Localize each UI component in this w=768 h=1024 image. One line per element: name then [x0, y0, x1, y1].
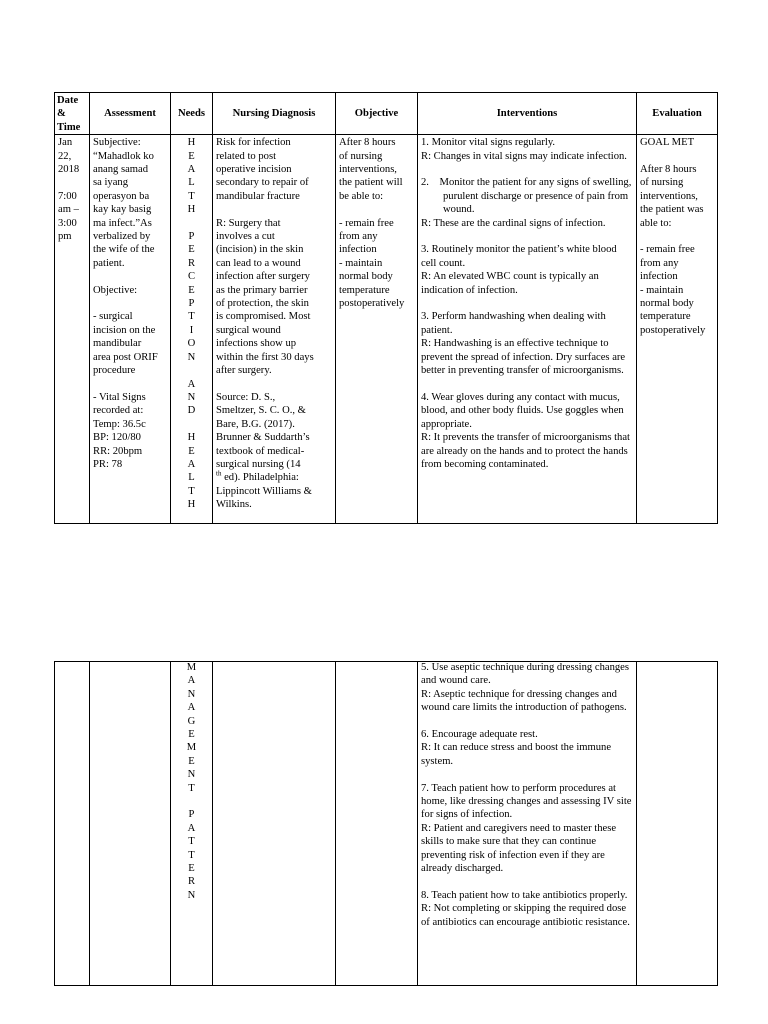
needs-letter: A: [187, 675, 196, 687]
intervention-text: Monitor the patient for any signs of swelling, purulent discharge or presence of pain from wound.: [439, 177, 632, 216]
text-line: kay kay basig: [93, 204, 152, 216]
intervention-rationale: R: It can reduce stress and boost the immune system.: [421, 742, 612, 767]
needs-letter: T: [188, 849, 195, 861]
text-line: textbook of medical-: [216, 445, 305, 457]
intervention-rationale: R: Not completing or skipping the required dose of antibiotics can encourage antibiotic resistance.: [421, 903, 630, 928]
text-line: RR: 20bpm: [93, 445, 143, 457]
text-line: - maintain: [339, 257, 383, 269]
text-line: Smeltzer, S. C. O., &: [216, 405, 306, 417]
text-line: anang samad: [93, 164, 149, 176]
source-line: Wilkins.: [216, 499, 252, 511]
diagnosis-source: [216, 391, 332, 512]
intervention-item: 5. Use aseptic technique during dressing changes and wound care.: [421, 662, 629, 687]
text-line: - remain free: [339, 217, 394, 229]
needs-letter: T: [188, 311, 195, 323]
text-line: incision on the: [93, 324, 156, 336]
evaluation-cell: [637, 662, 718, 986]
text-line: (incision) in the skin: [216, 244, 304, 256]
text-line: temperature: [640, 311, 691, 323]
intervention-item: 8. Teach patient how to take antibiotics properly.: [421, 889, 628, 901]
evaluation-cell: [637, 135, 718, 524]
needs-letter: P: [188, 231, 195, 243]
intervention-rationale: R: It prevents the transfer of microorganisms that are already on the hands and to protect the hands from becoming contaminated.: [421, 432, 630, 470]
source-edition: [216, 471, 332, 484]
intervention-rationale: R: Patient and caregivers need to master these skills to make sure that they can continue preventing risk of infection even if they are already discharged.: [421, 822, 617, 875]
needs-letter: C: [187, 271, 196, 283]
text-line: within the first 30 days: [216, 351, 314, 363]
date-line: 2018: [58, 164, 80, 176]
header-evaluation: Evaluation: [637, 93, 718, 135]
text-line: of nursing: [339, 150, 383, 162]
vital-signs: [93, 391, 167, 471]
source-line: Lippincott Williams &: [216, 485, 312, 497]
objective-statement: [339, 136, 414, 203]
needs-letter: H: [187, 137, 196, 149]
date-line: Jan: [58, 137, 73, 149]
time-line: pm: [58, 231, 72, 243]
evaluation-statement: [640, 163, 714, 230]
needs-letter: E: [188, 755, 195, 767]
text-line: - surgical: [93, 311, 133, 323]
objective-label: Objective:: [93, 284, 138, 296]
objective-text: [93, 310, 167, 377]
needs-letter: T: [188, 190, 195, 202]
text-line: - maintain: [640, 284, 684, 296]
text-line: involves a cut: [216, 231, 275, 243]
needs-letter: T: [188, 782, 195, 794]
care-plan-table-page-1: [54, 92, 718, 524]
text-line: can lead to a wound: [216, 257, 301, 269]
text-line: mandibular fracture: [216, 190, 300, 202]
text-line: postoperatively: [339, 298, 405, 310]
header-date-time: Date & Time: [55, 93, 90, 135]
text-line: operative incision: [216, 164, 292, 176]
header-interventions: Interventions: [418, 93, 637, 135]
text-line: verbalized by: [93, 231, 151, 243]
text-line: able to:: [640, 217, 672, 229]
intervention-item: 1. Monitor vital signs regularly.: [421, 137, 556, 149]
assessment-cell: [90, 662, 171, 986]
text-line: from any: [640, 257, 679, 269]
text-line: related to post: [216, 150, 277, 162]
text-line: - remain free: [640, 244, 695, 256]
nursing-diagnosis-cell: [213, 662, 336, 986]
text-line: postoperatively: [640, 324, 706, 336]
objective-cell: [336, 662, 418, 986]
text-line: from any: [339, 231, 378, 243]
text-line: normal body: [339, 271, 393, 283]
text-line: the wife of the: [93, 244, 155, 256]
text-line: infection: [640, 271, 678, 283]
care-plan-table-page-2: [54, 661, 718, 986]
needs-letter: P: [188, 809, 195, 821]
needs-letter: H: [187, 499, 196, 511]
needs-letter: E: [188, 445, 195, 457]
text-line: area post ORIF: [93, 351, 158, 363]
needs-letter: T: [188, 836, 195, 848]
needs-letter: E: [188, 729, 195, 741]
evaluation-status: GOAL MET: [640, 137, 695, 149]
intervention-item: 3. Routinely monitor the patient’s white blood cell count.: [421, 244, 617, 269]
needs-cell: [171, 135, 213, 524]
text-line: infection: [339, 244, 377, 256]
intervention-item: 6. Encourage adequate rest.: [421, 729, 538, 741]
text-line: be able to:: [339, 190, 384, 202]
needs-letter: P: [188, 298, 195, 310]
objective-goals: [339, 217, 414, 311]
text-line: surgical nursing (14: [216, 458, 301, 470]
text-line: infections show up: [216, 338, 297, 350]
source-lines: [216, 391, 332, 471]
needs-letter: M: [186, 742, 197, 754]
needs-letter: G: [187, 715, 196, 727]
header-nursing-diagnosis: Nursing Diagnosis: [213, 93, 336, 135]
needs-letter: A: [187, 458, 196, 470]
needs-letter: A: [187, 822, 196, 834]
text-line: interventions,: [640, 190, 698, 202]
needs-letter: R: [187, 257, 196, 269]
needs-letter: L: [188, 472, 195, 484]
intervention-rationale: R: An elevated WBC count is typically an indication of infection.: [421, 271, 599, 296]
needs-letter: N: [187, 769, 196, 781]
text-line: Source: D. S.,: [216, 391, 276, 403]
text-line: after surgery.: [216, 365, 272, 377]
objective-cell: [336, 135, 418, 524]
subjective-label: Subjective:: [93, 137, 141, 149]
needs-letters: [171, 431, 212, 511]
nursing-diagnosis-cell: [213, 135, 336, 524]
intervention-item: 3. Perform handwashing when dealing with patient.: [421, 311, 606, 336]
text-line: Temp: 36.5c: [93, 418, 146, 430]
intervention-item: [421, 176, 633, 216]
text-line: infection after surgery: [216, 271, 310, 283]
evaluation-results: [640, 243, 714, 337]
needs-letter: E: [188, 150, 195, 162]
text-line: - Vital Signs: [93, 391, 146, 403]
intervention-rationale: R: These are the cardinal signs of infection.: [421, 217, 606, 229]
needs-letter: T: [188, 485, 195, 497]
needs-letter: N: [187, 688, 196, 700]
intervention-rationale: R: Handwashing is an effective technique to prevent the spread of infection. Dry surfaces are better in preventing transfer of microorganisms.: [421, 338, 626, 377]
text-line: interventions,: [339, 164, 397, 176]
header-objective: Objective: [336, 93, 418, 135]
text-line: of protection, the skin: [216, 298, 309, 310]
needs-letter: R: [187, 876, 196, 888]
date-line: 22,: [58, 150, 72, 162]
text-line: After 8 hours: [640, 164, 697, 176]
source-superscript: th: [216, 469, 222, 478]
text-line: BP: 120/80: [93, 432, 141, 444]
date-time-cell: [55, 135, 90, 524]
needs-letter: A: [187, 378, 196, 390]
assessment-cell: [90, 135, 171, 524]
interventions-cell: [418, 135, 637, 524]
needs-letter: D: [187, 405, 196, 417]
text-line: surgical wound: [216, 324, 281, 336]
date-time-cell: [55, 662, 90, 986]
text-line: operasyon ba: [93, 190, 150, 202]
needs-letter: E: [188, 244, 195, 256]
text-line: Bare, B.G. (2017).: [216, 418, 295, 430]
needs-letter: E: [188, 863, 195, 875]
needs-letters: [171, 136, 212, 216]
intervention-rationale: R: Aseptic technique for dressing changes and wound care limits the introduction of pathogens.: [421, 688, 627, 714]
needs-letter: A: [187, 702, 196, 714]
time-line: am –: [58, 204, 79, 216]
intervention-rationale: R: Changes in vital signs may indicate infection.: [421, 150, 627, 162]
needs-letter: O: [187, 338, 196, 350]
needs-letter: I: [189, 324, 194, 336]
subjective-text: [93, 150, 167, 271]
needs-letter: M: [186, 662, 197, 673]
text-line: is compromised. Most: [216, 311, 311, 323]
text-line: temperature: [339, 284, 390, 296]
diagnosis-rationale: [216, 217, 332, 378]
text-line: the patient will: [339, 177, 403, 189]
intervention-number: 2.: [421, 177, 429, 189]
text-line: ma infect.”As: [93, 217, 152, 229]
needs-cell: [171, 662, 213, 986]
text-line: PR: 78: [93, 458, 123, 470]
text-line: Brunner & Suddarth’s: [216, 432, 310, 444]
needs-letters: [171, 378, 212, 418]
needs-letters: [171, 808, 212, 902]
text-line: as the primary barrier: [216, 284, 308, 296]
text-line: patient.: [93, 257, 125, 269]
header-needs: Needs: [171, 93, 213, 135]
needs-letter: E: [188, 284, 195, 296]
text-line: R: Surgery that: [216, 217, 281, 229]
source-edition-text: ed). Philadelphia:: [224, 472, 299, 484]
text-line: After 8 hours: [339, 137, 396, 149]
needs-letters: [171, 230, 212, 364]
needs-letter: L: [188, 177, 195, 189]
interventions-cell: [418, 662, 637, 986]
text-line: normal body: [640, 298, 694, 310]
text-line: sa iyang: [93, 177, 129, 189]
header-row: [55, 93, 718, 135]
time-line: 7:00: [58, 190, 77, 202]
intervention-item: 7. Teach patient how to perform procedures at home, like dressing changes and assessing IV site for signs of infection.: [421, 782, 632, 821]
text-line: recorded at:: [93, 405, 144, 417]
needs-letter: H: [187, 432, 196, 444]
text-line: Risk for infection: [216, 137, 291, 149]
needs-letter: N: [187, 391, 196, 403]
text-line: secondary to repair of: [216, 177, 309, 189]
needs-letter: A: [187, 164, 196, 176]
diagnosis-statement: [216, 136, 332, 203]
needs-letter: H: [187, 204, 196, 216]
needs-letter: N: [187, 889, 196, 901]
text-line: of nursing: [640, 177, 684, 189]
needs-letters: [171, 662, 212, 796]
time-line: 3:00: [58, 217, 77, 229]
text-line: the patient was: [640, 204, 704, 216]
text-line: “Mahadlok ko: [93, 150, 154, 162]
needs-letter: N: [187, 351, 196, 363]
table-row: [55, 662, 718, 986]
text-line: procedure: [93, 365, 136, 377]
header-assessment: Assessment: [90, 93, 171, 135]
intervention-item: 4. Wear gloves during any contact with mucus, blood, and other body fluids. Use goggles when appropriate.: [421, 391, 624, 430]
table-row: [55, 135, 718, 524]
text-line: mandibular: [93, 338, 142, 350]
